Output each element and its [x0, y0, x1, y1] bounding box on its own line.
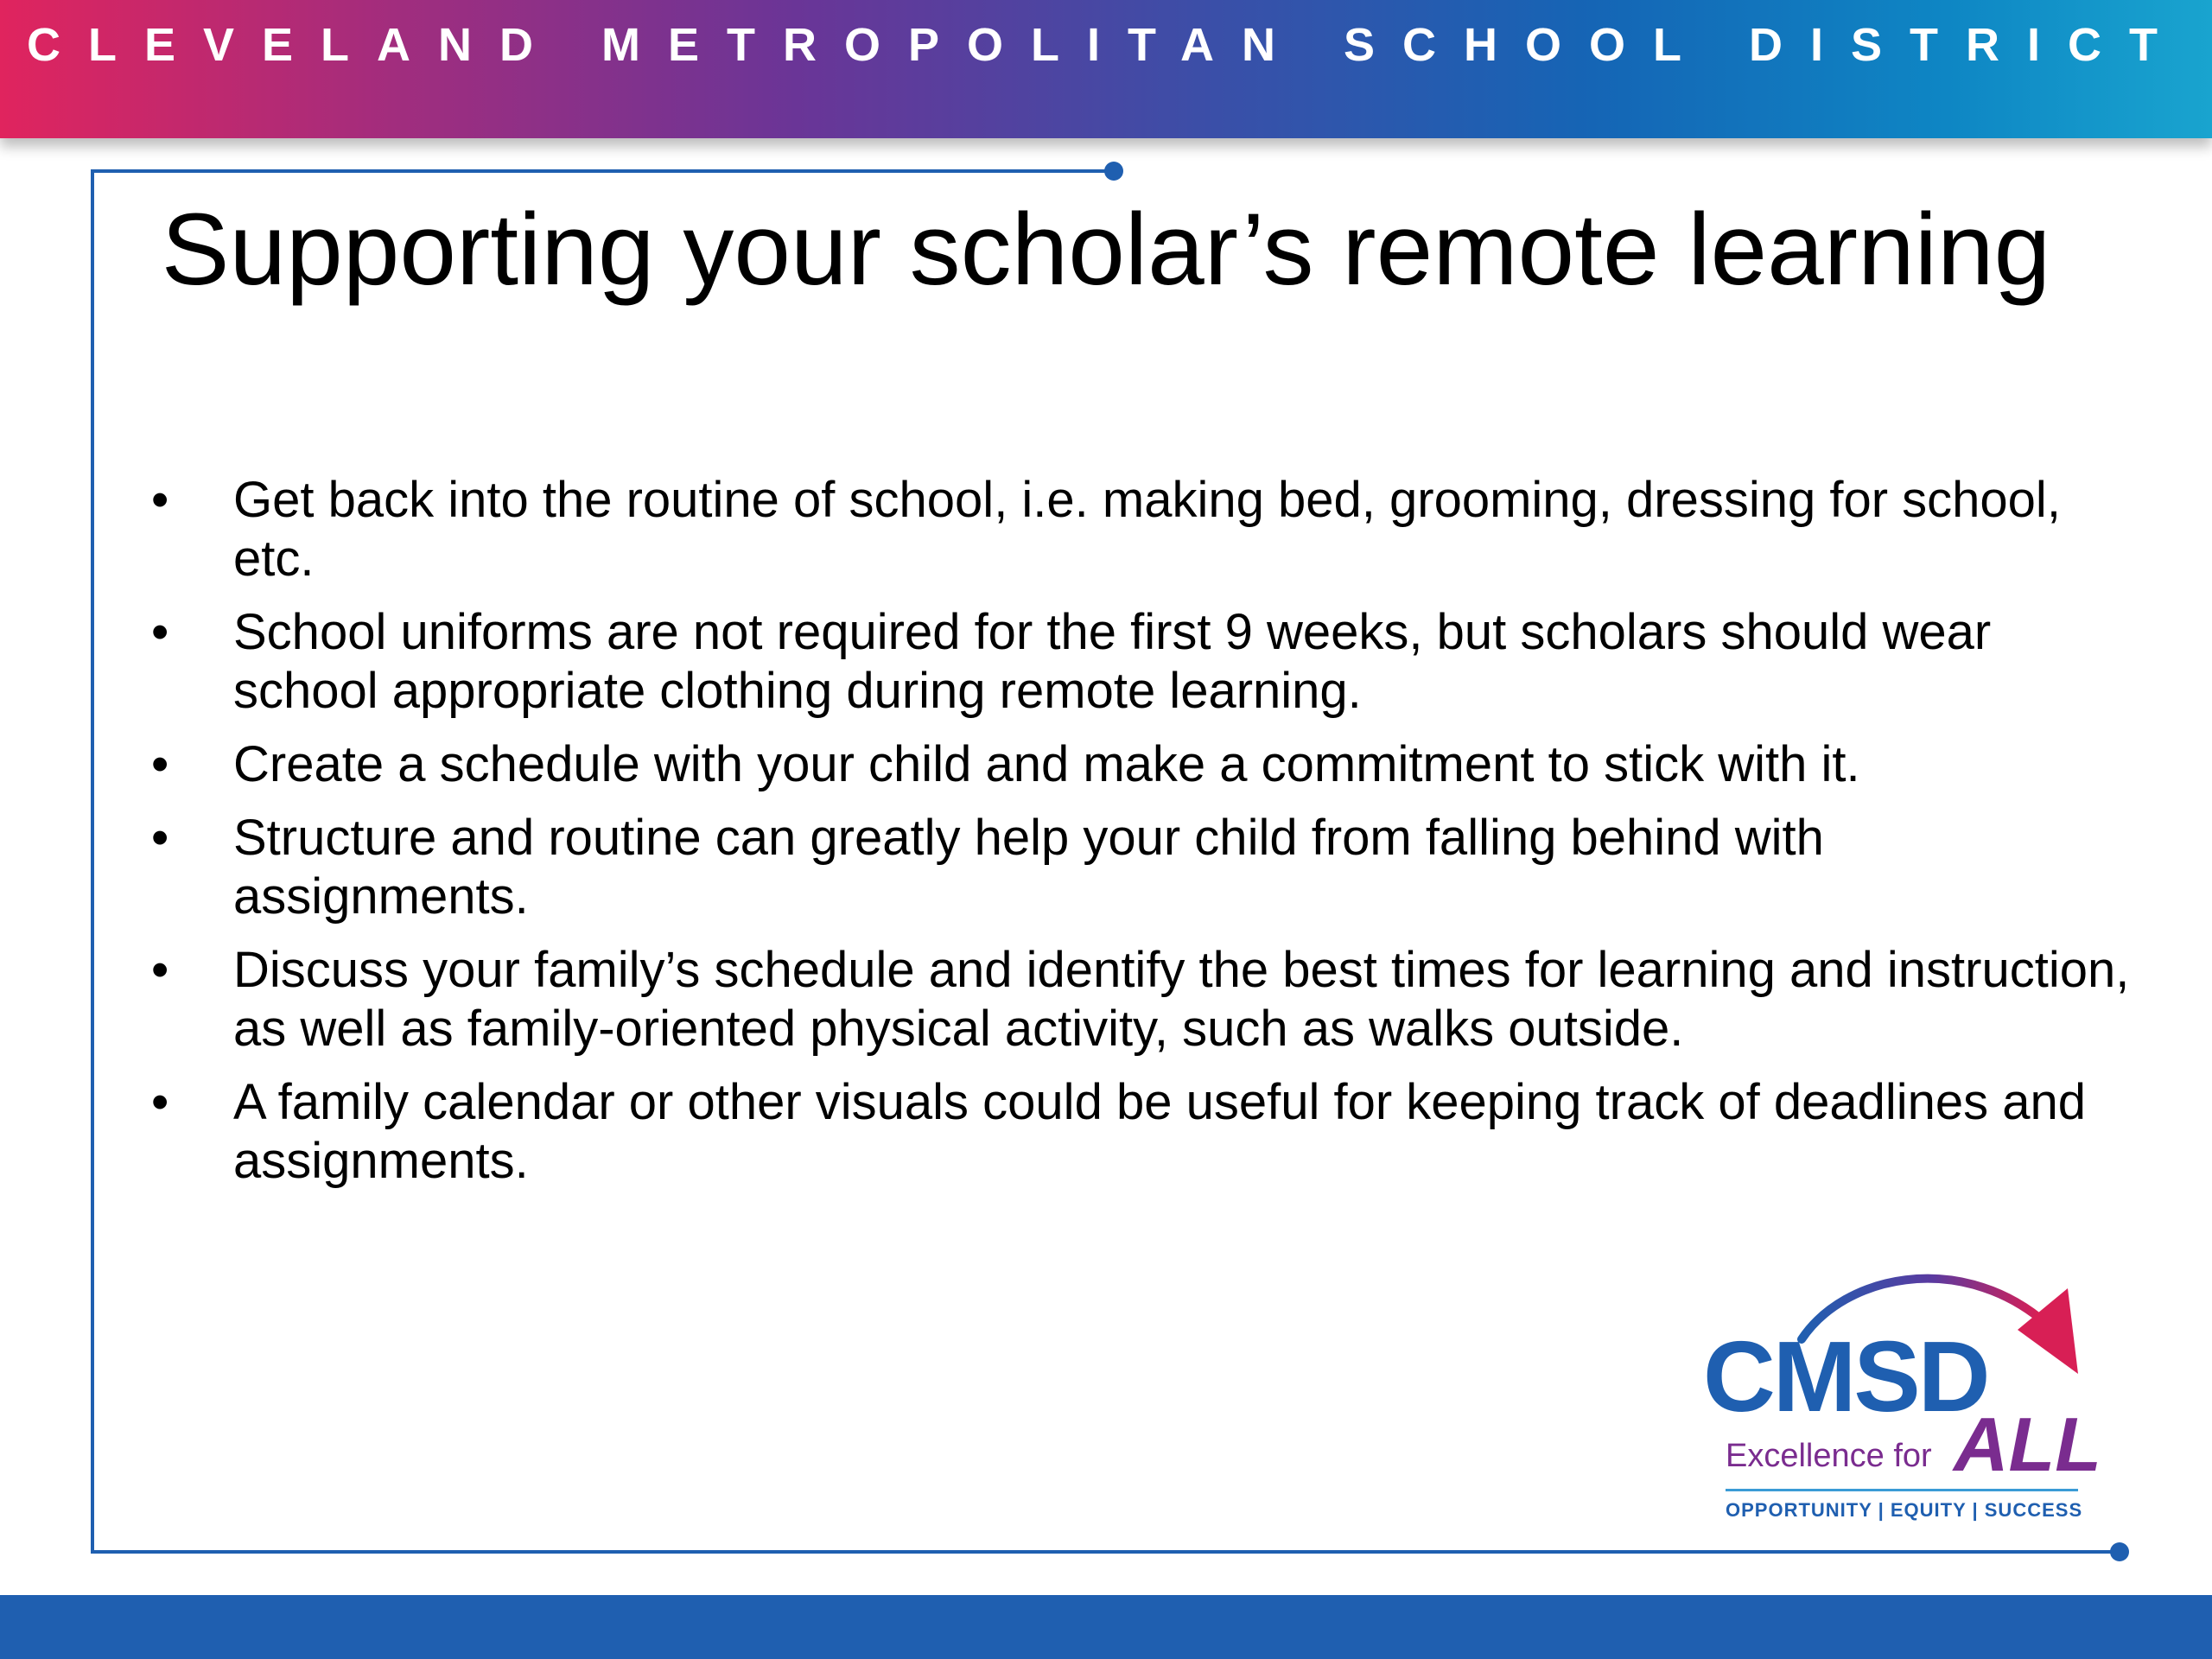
logo-all-text: ALL [1954, 1402, 2102, 1487]
frame-top-line [91, 169, 1112, 173]
slide-title: Supporting your scholar’s remote learning [161, 193, 2051, 307]
list-item [151, 735, 2130, 794]
bullet-icon: • [151, 604, 169, 660]
logo-cmsd-text: CMSD [1703, 1320, 1988, 1433]
frame-left-line [91, 169, 94, 1554]
bullet-icon: • [151, 736, 169, 792]
bullet-text: School uniforms are not required for the first 9 weeks, but scholars should wear school appropriate clothing during remote learning. [233, 604, 1992, 719]
bullet-text: A family calendar or other visuals could be useful for keeping track of deadlines and assignments. [233, 1074, 2087, 1189]
bullet-icon: • [151, 472, 169, 528]
frame-bottom-line [91, 1550, 2118, 1554]
cmsd-logo [1698, 1257, 2113, 1521]
bullet-text: Create a schedule with your child and make a commitment to stick with it. [233, 736, 1860, 792]
bullet-icon: • [151, 810, 169, 866]
list-item [151, 471, 2130, 588]
bullet-text: Structure and routine can greatly help your child from falling behind with assignments. [233, 810, 1824, 925]
logo-tagline: OPPORTUNITY | EQUITY | SUCCESS [1726, 1499, 2083, 1521]
bullet-icon: • [151, 1074, 169, 1130]
logo-excellence-text: Excellence for [1726, 1438, 1932, 1474]
bullet-text: Discuss your family’s schedule and identify the best times for learning and instruction, as well as family-oriented physical activity, such as walks outside. [233, 942, 2130, 1057]
logo-divider [1726, 1489, 2078, 1491]
bullet-text: Get back into the routine of school, i.e. making bed, grooming, dressing for school, etc. [233, 472, 2061, 587]
frame-bottom-dot [2110, 1542, 2129, 1561]
bottom-bar [0, 1595, 2212, 1659]
bullet-icon: • [151, 942, 169, 998]
bullet-list [151, 471, 2130, 1205]
list-item [151, 941, 2130, 1058]
banner-district-name: CLEVELAND METROPOLITAN SCHOOL DISTRICT [27, 19, 2185, 71]
list-item [151, 809, 2130, 926]
list-item [151, 603, 2130, 721]
list-item [151, 1073, 2130, 1191]
